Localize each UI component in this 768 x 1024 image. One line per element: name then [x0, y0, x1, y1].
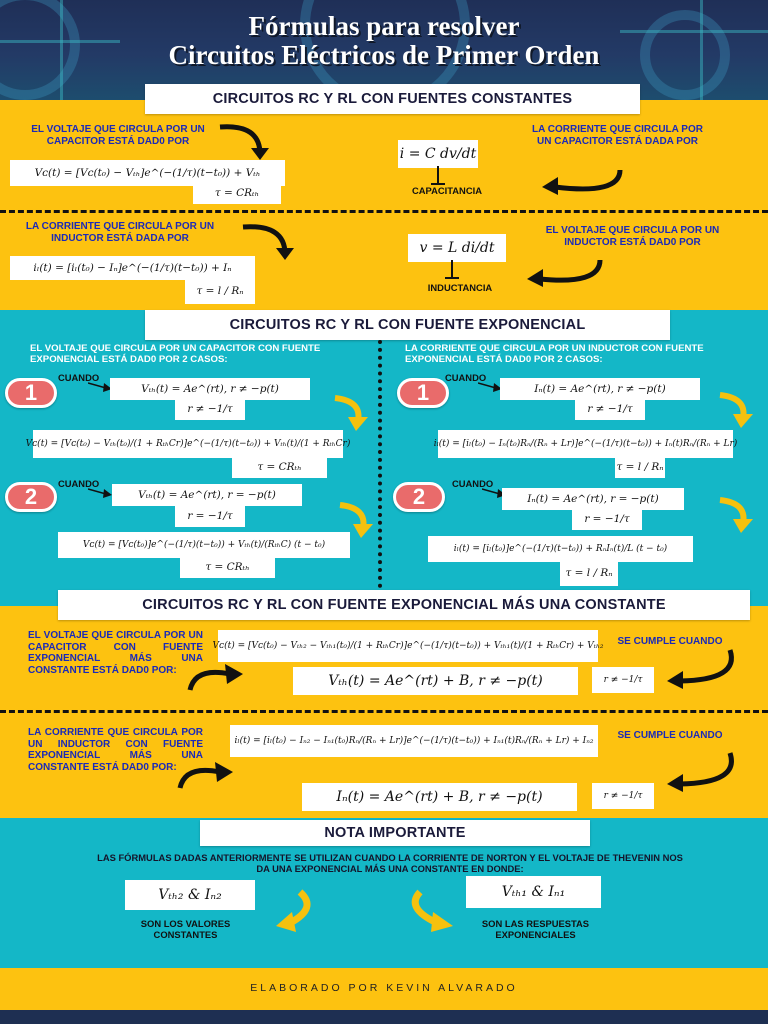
right-case1-formula: iₗ(t) = [iₗ(t₀) − Iₙ(t₀)Rₙ/(Rₙ + Lr)]e^(−(1/τ)(t−t₀)) + Iₙ(t)Rₙ/(Rₙ + Lr) [438, 430, 733, 458]
sec3-cap-text: EL VOLTAJE QUE CIRCULA POR UN CAPACITOR CON FUENTE EXPONENCIAL MÁS UNA CONSTANTE ESTÁ DAD0 POR: [28, 630, 203, 676]
case-2-badge: 2 [5, 482, 57, 512]
curved-arrow-icon [715, 495, 755, 535]
divider [0, 710, 768, 713]
left-case1-condition: Vₜₕ(t) = Ae^(rt), r ≠ −p(t) [110, 378, 310, 400]
ind-current-formula: iₗ(t) = [iₗ(t₀) − Iₙ]e^(−(1/τ)(t−t₀)) + Iₙ [10, 256, 255, 280]
note-left-formula: Vₜₕ₂ & Iₙ₂ [125, 880, 255, 910]
page-title [0, 12, 768, 70]
section-heading-exp-constant: CIRCUITOS RC Y RL CON FUENTE EXPONENCIAL MÁS UNA CONSTANTE [58, 590, 750, 620]
sec3-ind-formula: iₗ(t) = [iₗ(t₀) − Iₙ₂ − Iₙ₁(t₀)Rₙ/(Rₙ + Lr)]e^(−(1/τ)(t−t₀)) + Iₙ₁(t)Rₙ/(Rₙ + Lr) + Iₙ₂ [230, 725, 598, 757]
cuando-label: CUANDO [58, 372, 100, 383]
cuando-label: CUANDO [445, 372, 487, 383]
cap-current-formula: i = C dv/dt [398, 140, 478, 168]
sec3-ind-cumple: SE CUMPLE CUANDO [617, 730, 723, 741]
small-arrow-icon [478, 380, 502, 394]
sec3-cap-formula: Vᴄ(t) = [Vᴄ(t₀) − Vₜₕ₂ − Vₜₕ₁(t₀)/(1 + RₜₕCr)]e^(−(1/τ)(t−t₀)) + Vₜₕ₁(t)/(1 + RₜₕCr) + Vₜₕ₂ [218, 630, 598, 662]
curved-arrow-icon [185, 662, 245, 694]
cap-tau-formula: τ = CRₜₕ [193, 182, 281, 204]
section-heading-constant: CIRCUITOS RC Y RL CON FUENTES CONSTANTES [145, 84, 640, 114]
left-case2-tau: τ = CRₜₕ [180, 556, 275, 578]
sec3-ind-condition: Iₙ(t) = Ae^(rt) + B, r ≠ −p(t) [302, 783, 577, 811]
curved-arrow-icon [665, 748, 755, 793]
left-case2-condition: Vₜₕ(t) = Ae^(rt), r = −p(t) [112, 484, 302, 506]
ind-label: INDUCTANCIA [427, 282, 493, 293]
left-case1-tau: τ = CRₜₕ [232, 456, 327, 478]
sec3-cap-cumple: SE CUMPLE CUANDO [617, 636, 723, 647]
left-intro-text: EL VOLTAJE QUE CIRCULA POR UN CAPACITOR CON FUENTE EXPONENCIAL ESTÁ DAD0 POR 2 CASOS: [30, 343, 321, 365]
ind-current-text: LA CORRIENTE QUE CIRCULA POR UN INDUCTOR ESTÁ DADA POR [25, 221, 215, 244]
ind-voltage-text: EL VOLTAJE QUE CIRCULA POR UN INDUCTOR ESTÁ DAD0 POR [545, 225, 720, 248]
left-case1-r: r ≠ −1/τ [175, 398, 245, 420]
sec3-cap-condition: Vₜₕ(t) = Ae^(rt) + B, r ≠ −p(t) [293, 667, 578, 695]
left-case1-formula: Vᴄ(t) = [Vᴄ(t₀) − Vₜₕ(t₀)/(1 + RₜₕCr)]e^(−(1/τ)(t−t₀)) + Vₜₕ(t)/(1 + RₜₕCr) [33, 430, 343, 458]
ind-voltage-formula: v = L di/dt [408, 234, 506, 262]
section-heading-exponential: CIRCUITOS RC Y RL CON FUENTE EXPONENCIAL [145, 310, 670, 340]
curved-arrow-icon [270, 888, 320, 933]
cap-voltage-text: EL VOLTAJE QUE CIRCULA POR UN CAPACITOR ESTÁ DAD0 POR [31, 124, 205, 147]
small-arrow-icon [88, 380, 112, 394]
cap-label: CAPACITANCIA [412, 185, 482, 196]
down-arrow-icon [445, 260, 459, 282]
cap-voltage-formula: Vᴄ(t) = [Vᴄ(t₀) − Vₜₕ]e^(−(1/τ)(t−t₀)) + Vₜₕ [10, 160, 285, 186]
sec3-ind-text: LA CORRIENTE QUE CIRCULA POR UN INDUCTOR CON FUENTE EXPONENCIAL MÁS UNA CONSTANTE ESTÁ DAD0 POR: [28, 727, 203, 773]
cap-current-text: LA CORRIENTE QUE CIRCULA POR UN CAPACITOR ESTÁ DADA POR [532, 124, 703, 147]
bottom-strip [0, 1010, 768, 1024]
right-case1-r: r ≠ −1/τ [575, 398, 645, 420]
cuando-label: CUANDO [452, 478, 494, 489]
cuando-label: CUANDO [58, 478, 100, 489]
note-text: LAS FÓRMULAS DADAS ANTERIORMENTE SE UTILIZAN CUANDO LA CORRIENTE DE NORTON Y EL VOLTAJE DE THEVENIN NOS DA UNA EXPONENCIAL MÁS UNA CONSTANTE EN DONDE: [97, 852, 683, 874]
right-case2-tau: τ = l / Rₙ [560, 560, 618, 586]
divider [0, 210, 768, 213]
footer-credit: ELABORADO POR KEVIN ALVARADO [250, 982, 518, 994]
title-line-1: Fórmulas para resolver [248, 11, 520, 41]
curved-arrow-icon [525, 255, 610, 290]
right-case1-tau: τ = l / Rₙ [615, 456, 665, 478]
case-1-badge: 1 [5, 378, 57, 408]
note-heading: NOTA IMPORTANTE [200, 820, 590, 846]
left-case2-r: r = −1/τ [175, 505, 245, 527]
sec3-ind-r: r ≠ −1/τ [592, 783, 654, 809]
small-arrow-icon [88, 486, 112, 500]
right-case1-condition: Iₙ(t) = Ae^(rt), r ≠ −p(t) [500, 378, 700, 400]
curved-arrow-icon [665, 645, 755, 690]
ind-tau-formula: τ = l / Rₙ [185, 278, 255, 304]
case-2-badge: 2 [393, 482, 445, 512]
right-intro-text: LA CORRIENTE QUE CIRCULA POR UN INDUCTOR CON FUENTE EXPONENCIAL ESTÁ DAD0 POR 2 CASOS: [405, 343, 704, 365]
vertical-divider [378, 340, 382, 588]
note-right-formula: Vₜₕ₁ & Iₙ₁ [466, 876, 601, 908]
curved-arrow-icon [405, 888, 460, 933]
curved-arrow-icon [540, 165, 630, 200]
note-right-label: SON LAS RESPUESTAS EXPONENCIALES [481, 918, 590, 940]
case-1-badge: 1 [397, 378, 449, 408]
right-case2-condition: Iₙ(t) = Ae^(rt), r = −p(t) [502, 488, 684, 510]
right-case2-r: r = −1/τ [572, 508, 642, 530]
curved-arrow-icon [215, 122, 270, 162]
note-left-label: SON LOS VALORES CONSTANTES [140, 918, 231, 940]
sec3-cap-r: r ≠ −1/τ [592, 667, 654, 693]
right-case2-formula: iₗ(t) = [iₗ(t₀)]e^(−(1/τ)(t−t₀)) + RₙIₙ(t)/L (t − t₀) [428, 536, 693, 562]
title-line-2: Circuitos Eléctricos de Primer Orden [168, 40, 600, 70]
curved-arrow-icon [175, 760, 235, 792]
curved-arrow-icon [715, 390, 755, 430]
left-case2-formula: Vᴄ(t) = [Vᴄ(t₀)]e^(−(1/τ)(t−t₀)) + Vₜₕ(t)/(RₜₕC) (t − t₀) [58, 532, 350, 558]
curved-arrow-icon [330, 393, 370, 433]
